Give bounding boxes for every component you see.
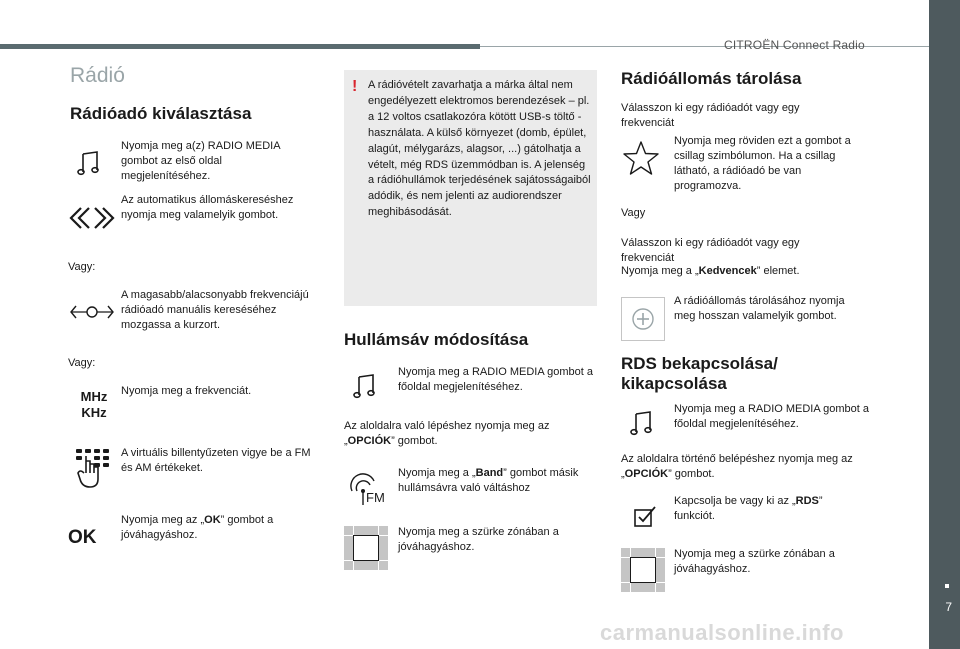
col2-item1: Nyomja meg a RADIO MEDIA gombot a főoldal megjelenítéséhez. [398,366,594,393]
fm-label: FM [366,490,385,505]
checkbox-icon [631,502,659,530]
side-tab [929,0,960,649]
add-favorite-icon [621,297,665,341]
col2-item3-bold: Band [475,467,504,479]
grey-zone-icon [344,526,388,570]
col3-item4-post: ” funkciót. [674,495,823,522]
star-icon [621,139,661,177]
ok-icon: OK [68,527,97,548]
heading-station-select: Rádióadó kiválasztása [70,104,252,123]
col3-vagy: Vagy [621,207,646,219]
heading-station-store: Rádióállomás tárolása [621,69,802,88]
warning-icon: ! [352,78,358,95]
heading-rds [621,354,778,394]
col3-line4-bold: OPCIÓK [624,468,669,480]
khz-label: KHz [81,405,107,420]
col2-item2 [344,419,594,449]
fm-antenna-icon [348,473,388,509]
col2-item4: Nyomja meg a szürke zónában a jóváhagyáshoz. [398,526,559,553]
col3-item5: Nyomja meg a szürke zónában a jóváhagyáshoz. [674,548,835,575]
grey-zone-icon [621,548,665,592]
col3-line4-post: ” gombot. [668,468,715,480]
col1-vagy1: Vagy: [68,261,96,273]
col2-item3-pre: Nyomja meg a „ [398,467,476,479]
col1-item1: Nyomja meg a(z) RADIO MEDIA gombot az első oldal megjelenítéséhez. [121,140,280,182]
col3-item1: Nyomja meg röviden ezt a gombot a csillag szimbólumon. Ha a csillag látható, a rádióadó be van programozva. [674,135,851,192]
col3-line3 [621,264,851,279]
col1-item2: Az automatikus állomáskereséshez nyomja meg valamelyik gombot. [121,194,294,221]
col3-line3-bold: Kedvencek [698,265,757,277]
section-title: Rádió [70,64,125,87]
col3-item4-pre: Kapcsolja be vagy ki az „ [674,495,796,507]
heading-rds-line1: RDS bekapcsolása/ [621,354,778,373]
col2-item3-post: ” gombot másik hullámsávra való váltáshoz [398,467,579,494]
music-note-icon [74,148,104,178]
music-note-icon [627,408,657,438]
col3-line3-pre: Nyomja meg a „ [621,265,699,277]
header-rule-dark [0,44,480,49]
warning-note-text: A rádióvételt zavarhatja a márka által nem engedélyezett elektromos berendezések – pl. a 12 voltos csatlakozóra kötött USB-s töltő -használata. A külső környezet (domb, épület, alagút, mélygarázs, alagsor, ...) gátolhatja a vételt, még RDS üzemmódban is. A jelenség a rádióhullámok terjedésének sajátosságaiból adódik, és nem jelenti az audiorendszer meghibásodását. [368,79,591,219]
heading-band-change: Hullámsáv módosítása [344,330,529,349]
mhz-label: MHz [80,389,108,404]
col3-line2: Válasszon ki egy rádióadót vagy egy frekvenciát [621,237,800,264]
col3-item2: A rádióállomás tárolásához nyomja meg hosszan valamelyik gombot. [674,295,845,322]
col1-item6 [121,513,311,543]
page-number: 7 [945,600,952,614]
col3-line4 [621,452,871,482]
col1-vagy2: Vagy: [68,357,96,369]
col3-item3: Nyomja meg a RADIO MEDIA gombot a főoldal megjelenítéséhez. [674,403,870,430]
col1-item3: A magasabb/alacsonyabb frekvenciájú rádióadó manuális kereséséhez mozgassa a kurzort. [121,289,309,331]
col3-item4 [674,494,864,524]
col2-item2-pre: Az aloldalra való lépéshez nyomja meg az „ [344,420,550,447]
col1-item4: Nyomja meg a frekvenciát. [121,385,252,397]
tuner-slider-icon [70,302,114,322]
col3-line3-post: ” elemet. [756,265,800,277]
keypad-hand-icon [73,446,111,490]
col1-item6-post: ” gombot a jóváhagyáshoz. [121,514,274,541]
watermark: carmanualsonline.info [600,620,844,645]
music-note-icon [350,371,380,401]
seek-arrows-icon [68,205,116,231]
col2-item3 [398,466,593,496]
mhz-khz-icon [77,389,111,421]
col1-item6-bold: OK [204,514,221,526]
page-dot [945,584,949,588]
heading-rds-line2: kikapcsolása [621,374,727,393]
col2-item2-post: ” gombot. [391,435,438,447]
col2-item2-bold: OPCIÓK [347,435,392,447]
col3-item4-bold: RDS [795,495,819,507]
col3-line4-pre: Az aloldalra történő belépéshez nyomja meg az „ [621,453,853,480]
col3-line1: Válasszon ki egy rádióadót vagy egy frekvenciát [621,102,800,129]
header-brand: CITROËN Connect Radio [724,38,865,52]
col1-item5: A virtuális billentyűzeten vigye be a FM és AM értékeket. [121,447,311,474]
col1-item6-pre: Nyomja meg az „ [121,514,205,526]
